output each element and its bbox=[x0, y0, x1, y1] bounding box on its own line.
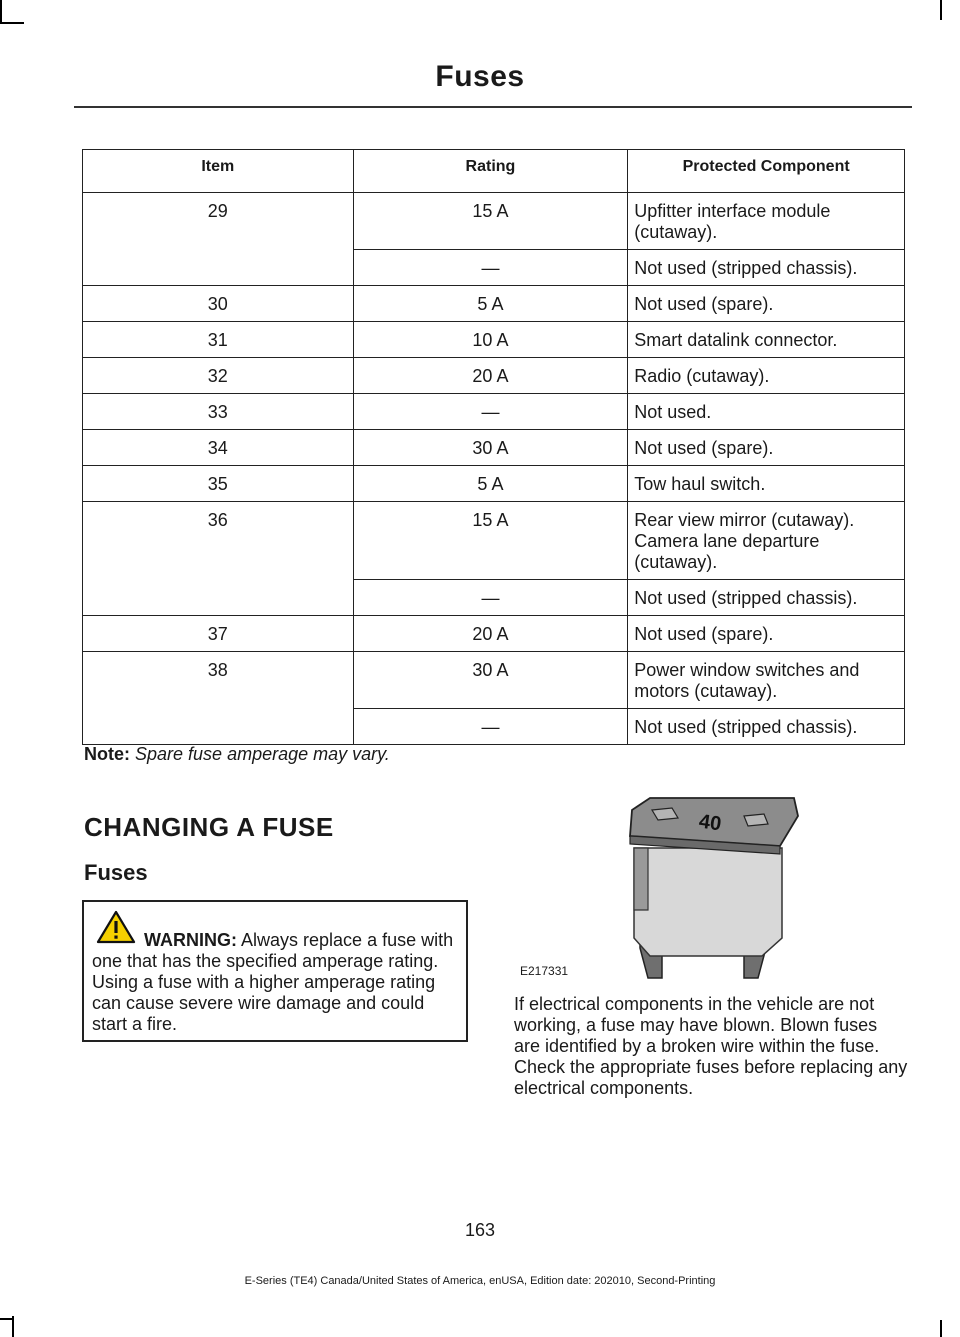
rating-cell: 15 A bbox=[353, 502, 628, 580]
component-cell: Not used (spare). bbox=[628, 286, 905, 322]
item-cell: 34 bbox=[83, 430, 354, 466]
crop-mark bbox=[940, 1320, 942, 1337]
rating-cell: — bbox=[353, 580, 628, 616]
header-rule bbox=[74, 106, 912, 108]
body-paragraph: If electrical components in the vehicle are not working, a fuse may have blown. Blown fuses are identified by a broken wire within the fuse. Check the appropriate fuses before replacing any electrical components. bbox=[514, 994, 908, 1098]
table-row bbox=[83, 502, 905, 580]
fuse-illustration bbox=[512, 788, 800, 984]
crop-mark bbox=[0, 0, 2, 24]
item-cell: 29 bbox=[83, 193, 354, 286]
subsection-heading: Fuses bbox=[84, 860, 148, 885]
rating-cell: — bbox=[353, 709, 628, 745]
component-cell: Not used (spare). bbox=[628, 616, 905, 652]
note-label: Note: bbox=[84, 744, 130, 764]
table-header-row bbox=[83, 150, 905, 193]
item-cell: 30 bbox=[83, 286, 354, 322]
rating-cell: 30 A bbox=[353, 652, 628, 709]
page-title: Fuses bbox=[435, 60, 525, 93]
item-cell: 35 bbox=[83, 466, 354, 502]
warning-triangle-icon bbox=[96, 910, 136, 944]
rating-cell: 5 A bbox=[353, 466, 628, 502]
rating-cell: 30 A bbox=[353, 430, 628, 466]
page-footer: E-Series (TE4) Canada/United States of America, enUSA, Edition date: 202010, Second-Printing bbox=[244, 1275, 716, 1287]
note-text: Spare fuse amperage may vary. bbox=[135, 744, 390, 764]
rating-cell: 15 A bbox=[353, 193, 628, 250]
table-row bbox=[83, 193, 905, 250]
table-row bbox=[83, 616, 905, 652]
component-cell: Not used (stripped chassis). bbox=[628, 580, 905, 616]
rating-cell: — bbox=[353, 250, 628, 286]
rating-cell: 20 A bbox=[353, 616, 628, 652]
rating-cell: 20 A bbox=[353, 358, 628, 394]
item-cell: 37 bbox=[83, 616, 354, 652]
crop-mark bbox=[0, 1318, 14, 1320]
warning-box bbox=[82, 900, 468, 1042]
table-row bbox=[83, 652, 905, 709]
rating-cell: 5 A bbox=[353, 286, 628, 322]
table-row bbox=[83, 286, 905, 322]
component-cell: Smart datalink connector. bbox=[628, 322, 905, 358]
table-row bbox=[83, 358, 905, 394]
component-cell: Power window switches and motors (cutaway). bbox=[628, 652, 905, 709]
page-number: 163 bbox=[464, 1220, 496, 1240]
item-cell: 36 bbox=[83, 502, 354, 616]
column-header-rating: Rating bbox=[353, 150, 628, 193]
table-note bbox=[84, 744, 390, 765]
crop-mark bbox=[940, 0, 942, 20]
table-row bbox=[83, 322, 905, 358]
warning-label: WARNING: bbox=[144, 930, 237, 950]
table-row bbox=[83, 466, 905, 502]
component-cell: Not used (stripped chassis). bbox=[628, 709, 905, 745]
table-row bbox=[83, 394, 905, 430]
fuse-table bbox=[82, 149, 905, 745]
component-cell: Rear view mirror (cutaway). Camera lane departure (cutaway). bbox=[628, 502, 905, 580]
component-cell: Not used (stripped chassis). bbox=[628, 250, 905, 286]
figure-id-label: E217331 bbox=[520, 964, 569, 978]
column-header-component: Protected Component bbox=[628, 150, 905, 193]
component-cell: Not used (spare). bbox=[628, 430, 905, 466]
rating-cell: 10 A bbox=[353, 322, 628, 358]
item-cell: 33 bbox=[83, 394, 354, 430]
item-cell: 38 bbox=[83, 652, 354, 745]
table-row bbox=[83, 430, 905, 466]
item-cell: 32 bbox=[83, 358, 354, 394]
column-header-item: Item bbox=[83, 150, 354, 193]
warning-text bbox=[92, 930, 458, 1035]
component-cell: Tow haul switch. bbox=[628, 466, 905, 502]
section-heading: CHANGING A FUSE bbox=[84, 812, 334, 842]
fuse-rating-marking: 40 bbox=[697, 810, 723, 836]
rating-cell: — bbox=[353, 394, 628, 430]
warning-body: Always replace a fuse with one that has the specified amperage rating. Using a fuse with a higher amperage rating can cause severe wire damage and could start a fire. bbox=[92, 930, 454, 1034]
crop-mark bbox=[0, 22, 24, 24]
component-cell: Not used. bbox=[628, 394, 905, 430]
component-cell: Radio (cutaway). bbox=[628, 358, 905, 394]
component-cell: Upfitter interface module (cutaway). bbox=[628, 193, 905, 250]
item-cell: 31 bbox=[83, 322, 354, 358]
